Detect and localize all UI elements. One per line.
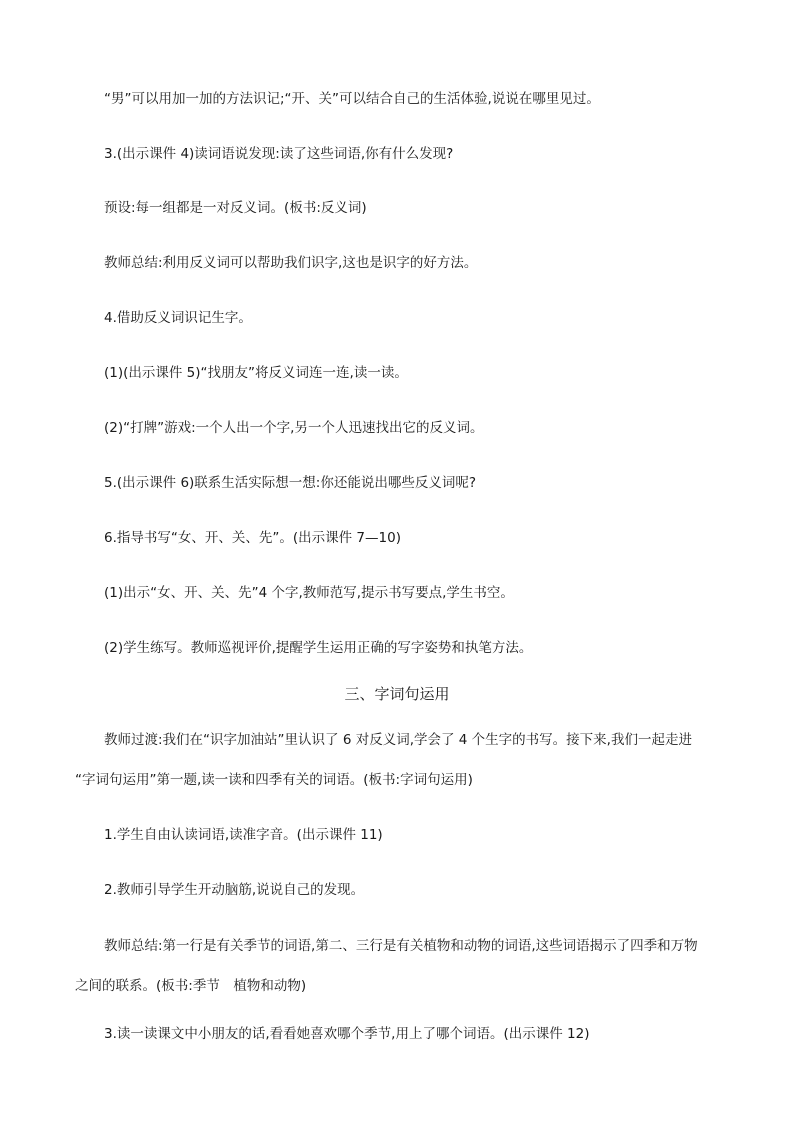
paragraph-line: (1)(出示课件 5)“找朋友”将反义词连一连,读一读。 <box>104 365 408 381</box>
paragraph-line: 之间的联系。(板书:季节 植物和动物) <box>75 978 307 994</box>
paragraph-line: 教师过渡:我们在“识字加油站”里认识了 6 对反义词,学会了 4 个生字的书写。接下来,我们一起走进 <box>104 732 692 748</box>
paragraph-line: “字词句运用”第一题,读一读和四季有关的词语。(板书:字词句运用) <box>75 772 473 788</box>
paragraph-line: 4.借助反义词识记生字。 <box>104 310 252 326</box>
paragraph-line: 3.(出示课件 4)读词语说发现:读了这些词语,你有什么发现? <box>104 146 454 162</box>
paragraph-line: 教师总结:利用反义词可以帮助我们识字,这也是识字的好方法。 <box>104 255 478 271</box>
paragraph-line: 教师总结:第一行是有关季节的词语,第二、三行是有关植物和动物的词语,这些词语揭示了四季和万物 <box>104 938 698 954</box>
paragraph-line: (1)出示“女、开、关、先”4 个字,教师范写,提示书写要点,学生书空。 <box>104 585 514 601</box>
paragraph-line: 预设:每一组都是一对反义词。(板书:反义词) <box>104 200 367 216</box>
paragraph-line: (2)“打牌”游戏:一个人出一个字,另一个人迅速找出它的反义词。 <box>104 420 484 436</box>
paragraph-line: 5.(出示课件 6)联系生活实际想一想:你还能说出哪些反义词呢? <box>104 475 477 491</box>
paragraph-line: 2.教师引导学生开动脑筋,说说自己的发现。 <box>104 882 365 898</box>
paragraph-line: 1.学生自由认读词语,读准字音。(出示课件 11) <box>104 827 383 843</box>
paragraph-line: 6.指导书写“女、开、关、先”。(出示课件 7—10) <box>104 530 401 546</box>
paragraph-line: (2)学生练写。教师巡视评价,提醒学生运用正确的写字姿势和执笔方法。 <box>104 640 533 656</box>
paragraph-line: “男”可以用加一加的方法识记;“开、关”可以结合自己的生活体验,说说在哪里见过。 <box>104 91 600 107</box>
section-heading: 三、字词句运用 <box>344 685 450 703</box>
paragraph-line: 3.读一读课文中小朋友的话,看看她喜欢哪个季节,用上了哪个词语。(出示课件 12) <box>104 1026 590 1042</box>
